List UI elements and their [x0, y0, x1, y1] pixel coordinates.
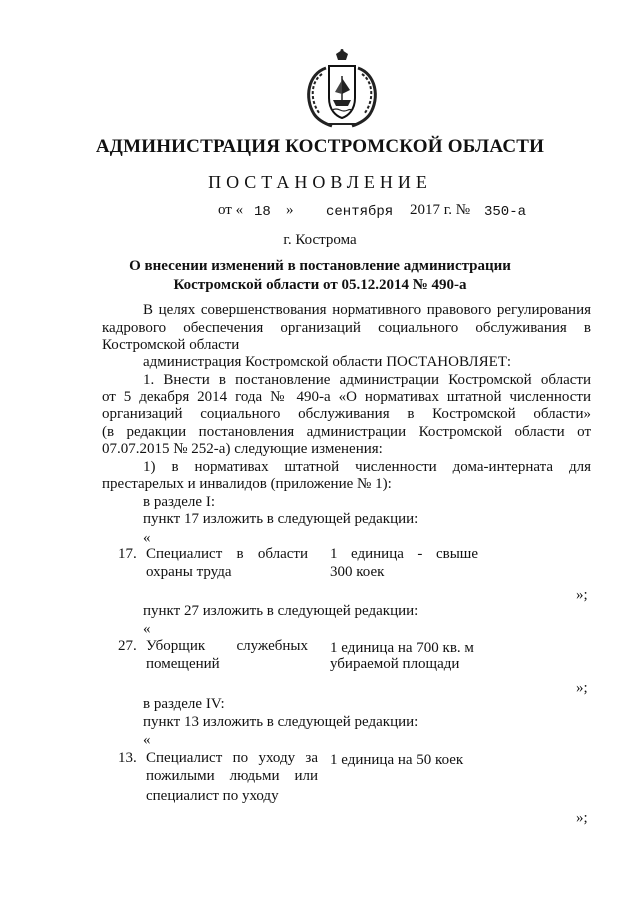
row-17-position-line-1: Специалист в области — [146, 546, 308, 562]
item13-intro: пункт 13 изложить в следующей редакции: — [143, 714, 419, 730]
item27-intro: пункт 27 изложить в следующей редакции: — [143, 603, 419, 619]
row-13-norm-line-1: 1 единица на 50 коек — [330, 752, 464, 768]
row-17-number: 17. — [118, 546, 137, 562]
agency-name: АДМИНИСТРАЦИЯ КОСТРОМСКОЙ ОБЛАСТИ — [95, 136, 545, 157]
item1-line-3: организаций социального обслуживания в Костромской области» — [102, 406, 591, 422]
item1-line-1: 1. Внести в постановление администрации Костромской области — [143, 372, 591, 388]
item1-line-4: (в редакции постановления администрации Костромской области от — [102, 424, 591, 440]
subitem1-line-1: 1) в нормативах штатной численности дома-интерната для — [143, 459, 591, 475]
row-27-number: 27. — [118, 638, 137, 654]
subitem1-line-2: престарелых и инвалидов (приложение № 1): — [102, 476, 392, 492]
row-13-position-line-2: пожилыми людьми или — [146, 768, 318, 784]
preamble-line-2: кадрового обеспечения организаций социального обслуживания в — [102, 320, 591, 336]
date-day: 18 — [254, 204, 271, 220]
row-27-norm-line-2: убираемой площади — [330, 656, 460, 672]
date-year: 2017 г. № — [410, 202, 471, 218]
item1-line-5: 07.07.2015 № 252-а) следующие изменения: — [102, 441, 383, 457]
row-17-position-line-2: охраны труда — [146, 564, 232, 580]
row-27-norm-line-1: 1 единица на 700 кв. м — [330, 640, 474, 656]
row-27-position-line-1: Уборщик служебных — [146, 638, 308, 654]
row-13-position-line-3: специалист по уходу — [146, 788, 279, 804]
title-line-2: Костромской области от 05.12.2014 № 490-а — [173, 277, 467, 293]
preamble-line-3: Костромской области — [102, 337, 240, 353]
open-quote-27: « — [143, 621, 151, 637]
date-month: сентября — [326, 204, 394, 220]
section-1-label: в разделе I: — [143, 494, 215, 510]
date-prefix: от « — [218, 202, 244, 218]
document-type: ПОСТАНОВЛЕНИЕ — [208, 172, 432, 192]
preamble-line-1: В целях совершенствования нормативного правового регулирования — [143, 302, 591, 318]
kostroma-coat-of-arms-icon — [296, 48, 388, 132]
row-27-position-line-2: помещений — [146, 656, 220, 672]
close-quote-13: »; — [576, 810, 588, 826]
section-4-label: в разделе IV: — [143, 696, 225, 712]
city: г. Кострома — [283, 232, 357, 248]
row-13-position-line-1: Специалист по уходу за — [146, 750, 318, 766]
resolves-line: администрация Костромской области ПОСТАНОВЛЯЕТ: — [143, 354, 512, 370]
row-17-norm-line-1: 1 единица - свыше — [330, 546, 478, 562]
item17-intro: пункт 17 изложить в следующей редакции: — [143, 511, 419, 527]
close-quote-17: »; — [576, 587, 588, 603]
close-quote-27: »; — [576, 680, 588, 696]
document-title — [0, 257, 640, 295]
open-quote-17: « — [143, 530, 151, 546]
item1-line-2: от 5 декабря 2014 года № 490-а «О нормативах штатной численности — [102, 389, 591, 405]
row-13-number: 13. — [118, 750, 137, 766]
date-mid: » — [286, 202, 294, 218]
row-17-norm-line-2: 300 коек — [330, 564, 385, 580]
open-quote-13: « — [143, 732, 151, 748]
document-number: 350-а — [484, 204, 527, 220]
title-line-1: О внесении изменений в постановление администрации — [129, 258, 511, 274]
